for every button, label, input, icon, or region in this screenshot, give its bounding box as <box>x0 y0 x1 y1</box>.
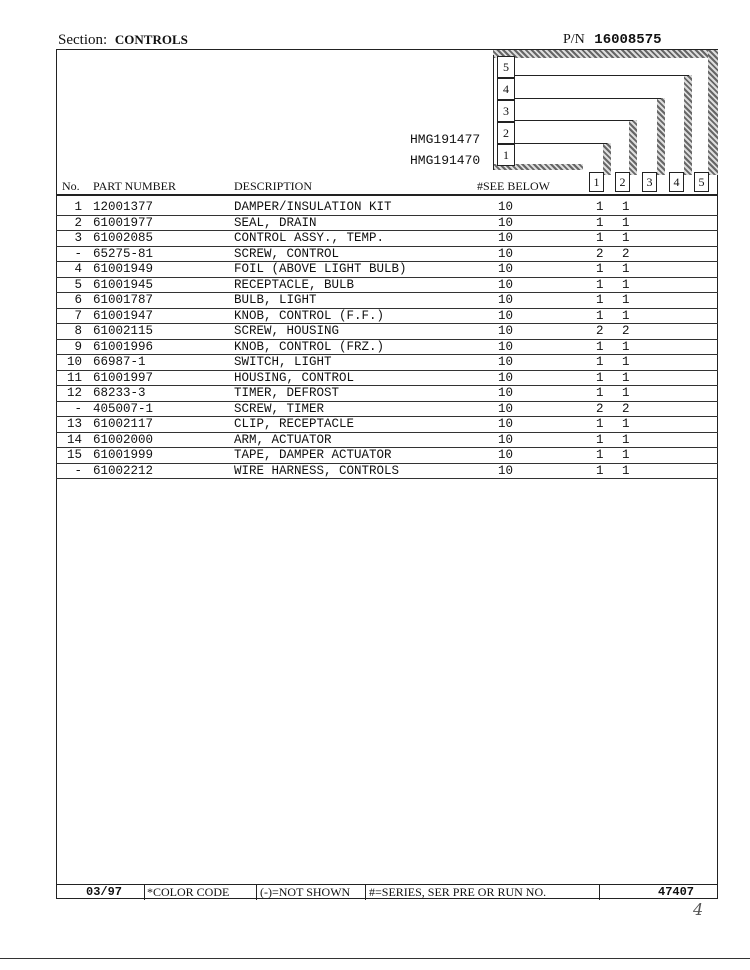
col-header-description: DESCRIPTION <box>234 179 313 193</box>
row-see-below: 10 <box>498 417 514 431</box>
section-header <box>58 32 188 49</box>
row-qty-model-1: 1 <box>596 448 604 462</box>
row-description: CLIP, RECEPTACLE <box>234 417 355 431</box>
row-description: ARM, ACTUATOR <box>234 432 332 447</box>
table-row <box>56 433 718 449</box>
row-qty-model-1: 1 <box>596 355 604 369</box>
footer-doc-number: 47407 <box>658 885 695 899</box>
row-part-number: 61001977 <box>93 215 154 230</box>
row-see-below: 10 <box>498 262 514 276</box>
row-no: 1 <box>74 200 82 214</box>
hatch-top <box>493 50 718 58</box>
row-qty-model-1: 2 <box>596 401 604 416</box>
row-no: - <box>74 246 82 261</box>
row-qty-model-2: 1 <box>622 432 630 447</box>
table-row <box>56 216 718 232</box>
row-qty-model-1: 1 <box>596 215 604 230</box>
row-see-below: 10 <box>498 324 514 338</box>
table-row <box>56 324 718 340</box>
row-qty-model-2: 1 <box>622 355 630 369</box>
row-see-below: 10 <box>498 339 514 354</box>
row-part-number: 61001997 <box>93 370 154 385</box>
legend-line-3 <box>513 120 633 121</box>
row-part-number: 61001787 <box>93 293 154 307</box>
model-col-5: 5 <box>694 172 709 192</box>
row-no: - <box>74 401 82 416</box>
model-number-1: HMG191477 <box>410 132 481 147</box>
row-part-number: 68233-3 <box>93 386 146 400</box>
row-qty-model-1: 1 <box>596 417 604 431</box>
row-description: KNOB, CONTROL (FRZ.) <box>234 339 385 354</box>
row-qty-model-2: 1 <box>622 215 630 230</box>
model-number-2: HMG191470 <box>410 153 481 168</box>
hatch-col3 <box>657 98 665 175</box>
row-no: 13 <box>66 417 82 431</box>
row-no: 5 <box>74 277 82 292</box>
hatch-col2 <box>629 120 637 175</box>
pn-value: 16008575 <box>594 32 662 48</box>
table-row <box>56 247 718 263</box>
table-row <box>56 200 718 216</box>
row-part-number: 61002000 <box>93 432 154 447</box>
row-see-below: 10 <box>498 463 514 478</box>
row-qty-model-2: 2 <box>622 324 630 338</box>
row-see-below: 10 <box>498 277 514 292</box>
row-qty-model-2: 1 <box>622 463 630 478</box>
model-box-3: 3 <box>497 100 515 122</box>
col-header-no: No. <box>62 179 80 193</box>
model-box-1: 1 <box>497 144 515 166</box>
row-qty-model-2: 1 <box>622 200 630 214</box>
section-value: CONTROLS <box>114 32 188 47</box>
row-qty-model-2: 2 <box>622 246 630 261</box>
pn-label: P/N <box>563 32 585 47</box>
row-part-number: 61002085 <box>93 231 154 245</box>
row-description: HOUSING, CONTROL <box>234 370 355 385</box>
row-see-below: 10 <box>498 401 514 416</box>
row-qty-model-1: 1 <box>596 262 604 276</box>
row-part-number: 61002212 <box>93 463 154 478</box>
row-see-below: 10 <box>498 231 514 245</box>
row-part-number: 61001945 <box>93 277 154 292</box>
table-row <box>56 340 718 356</box>
row-qty-model-1: 1 <box>596 339 604 354</box>
row-see-below: 10 <box>498 215 514 230</box>
table-row <box>56 448 718 464</box>
hatch-right <box>708 50 718 175</box>
hatch-col4 <box>684 75 692 175</box>
table-row <box>56 355 718 371</box>
row-no: 3 <box>74 231 82 245</box>
footer-color-code: *COLOR CODE <box>147 885 230 899</box>
row-see-below: 10 <box>498 448 514 462</box>
model-box-5: 5 <box>497 56 515 78</box>
row-description: SWITCH, LIGHT <box>234 355 332 369</box>
row-qty-model-1: 1 <box>596 293 604 307</box>
row-see-below: 10 <box>498 386 514 400</box>
row-description: DAMPER/INSULATION KIT <box>234 200 392 214</box>
row-description: SCREW, TIMER <box>234 401 325 416</box>
table-row <box>56 371 718 387</box>
row-no: 15 <box>66 448 82 462</box>
row-part-number: 61002117 <box>93 417 154 431</box>
row-part-number: 61001947 <box>93 308 154 323</box>
row-part-number: 12001377 <box>93 200 154 214</box>
parts-table <box>56 200 718 479</box>
row-no: 6 <box>74 293 82 307</box>
row-qty-model-1: 2 <box>596 324 604 338</box>
row-see-below: 10 <box>498 355 514 369</box>
row-description: KNOB, CONTROL (F.F.) <box>234 308 385 323</box>
row-no: 9 <box>74 339 82 354</box>
row-qty-model-1: 1 <box>596 463 604 478</box>
model-box-4: 4 <box>497 78 515 100</box>
section-label: Section: <box>58 32 108 48</box>
row-qty-model-2: 1 <box>622 308 630 323</box>
table-row <box>56 293 718 309</box>
row-part-number: 61001949 <box>93 262 154 276</box>
row-qty-model-1: 1 <box>596 277 604 292</box>
row-part-number: 61002115 <box>93 324 154 338</box>
row-no: 12 <box>66 386 82 400</box>
row-no: 10 <box>66 355 82 369</box>
table-row <box>56 386 718 402</box>
row-description: WIRE HARNESS, CONTROLS <box>234 463 400 478</box>
row-part-number: 65275-81 <box>93 246 154 261</box>
row-see-below: 10 <box>498 293 514 307</box>
row-qty-model-2: 1 <box>622 293 630 307</box>
row-part-number: 61001996 <box>93 339 154 354</box>
model-col-4: 4 <box>669 172 684 192</box>
row-see-below: 10 <box>498 370 514 385</box>
table-row <box>56 464 718 480</box>
row-no: 14 <box>66 432 82 447</box>
legend-line-5 <box>513 75 689 76</box>
model-col-1: 1 <box>589 172 604 192</box>
footer-series: #=SERIES, SER PRE OR RUN NO. <box>369 885 547 899</box>
row-description: FOIL (ABOVE LIGHT BULB) <box>234 262 407 276</box>
row-qty-model-1: 1 <box>596 308 604 323</box>
row-see-below: 10 <box>498 308 514 323</box>
row-qty-model-1: 1 <box>596 200 604 214</box>
row-part-number: 405007-1 <box>93 401 154 416</box>
part-number-header <box>563 32 662 48</box>
row-description: BULB, LIGHT <box>234 293 317 307</box>
row-no: 8 <box>74 324 82 338</box>
table-row <box>56 231 718 247</box>
handwritten-page-mark: 4 <box>693 900 704 919</box>
table-row <box>56 278 718 294</box>
row-description: TIMER, DEFROST <box>234 386 340 400</box>
model-col-2: 2 <box>615 172 630 192</box>
row-qty-model-2: 1 <box>622 370 630 385</box>
legend-line-2 <box>513 143 607 144</box>
model-col-3: 3 <box>642 172 657 192</box>
bottom-rule <box>0 958 750 959</box>
row-see-below: 10 <box>498 246 514 261</box>
table-row <box>56 402 718 418</box>
row-no: 4 <box>74 262 82 276</box>
row-description: TAPE, DAMPER ACTUATOR <box>234 448 392 462</box>
row-description: SEAL, DRAIN <box>234 215 317 230</box>
row-qty-model-2: 1 <box>622 339 630 354</box>
row-no: 2 <box>74 215 82 230</box>
row-part-number: 66987-1 <box>93 355 146 369</box>
footer-bar <box>56 884 718 900</box>
row-no: - <box>74 463 82 478</box>
row-description: SCREW, CONTROL <box>234 246 340 261</box>
row-qty-model-1: 2 <box>596 246 604 261</box>
row-part-number: 61001999 <box>93 448 154 462</box>
row-description: SCREW, HOUSING <box>234 324 340 338</box>
table-row <box>56 309 718 325</box>
row-see-below: 10 <box>498 200 514 214</box>
hatch-col1 <box>603 143 611 175</box>
footer-not-shown: (-)=NOT SHOWN <box>260 885 351 899</box>
row-qty-model-2: 1 <box>622 448 630 462</box>
model-box-2: 2 <box>497 122 515 144</box>
legend-line-4 <box>513 98 661 99</box>
row-qty-model-2: 2 <box>622 401 630 416</box>
row-qty-model-2: 1 <box>622 277 630 292</box>
col-header-see-below: #SEE BELOW <box>477 179 550 193</box>
table-row <box>56 417 718 433</box>
col-header-part: PART NUMBER <box>93 179 176 193</box>
table-row <box>56 262 718 278</box>
row-description: CONTROL ASSY., TEMP. <box>234 231 385 245</box>
row-qty-model-1: 1 <box>596 231 604 245</box>
row-description: RECEPTACLE, BULB <box>234 277 355 292</box>
row-see-below: 10 <box>498 432 514 447</box>
header-rule <box>56 194 718 196</box>
row-qty-model-2: 1 <box>622 386 630 400</box>
legend-left-rule <box>493 55 494 170</box>
row-no: 11 <box>66 370 82 385</box>
row-qty-model-1: 1 <box>596 370 604 385</box>
row-qty-model-1: 1 <box>596 432 604 447</box>
row-no: 7 <box>74 308 82 323</box>
footer-date: 03/97 <box>86 885 123 899</box>
row-qty-model-1: 1 <box>596 386 604 400</box>
row-qty-model-2: 1 <box>622 262 630 276</box>
row-qty-model-2: 1 <box>622 417 630 431</box>
row-qty-model-2: 1 <box>622 231 630 245</box>
